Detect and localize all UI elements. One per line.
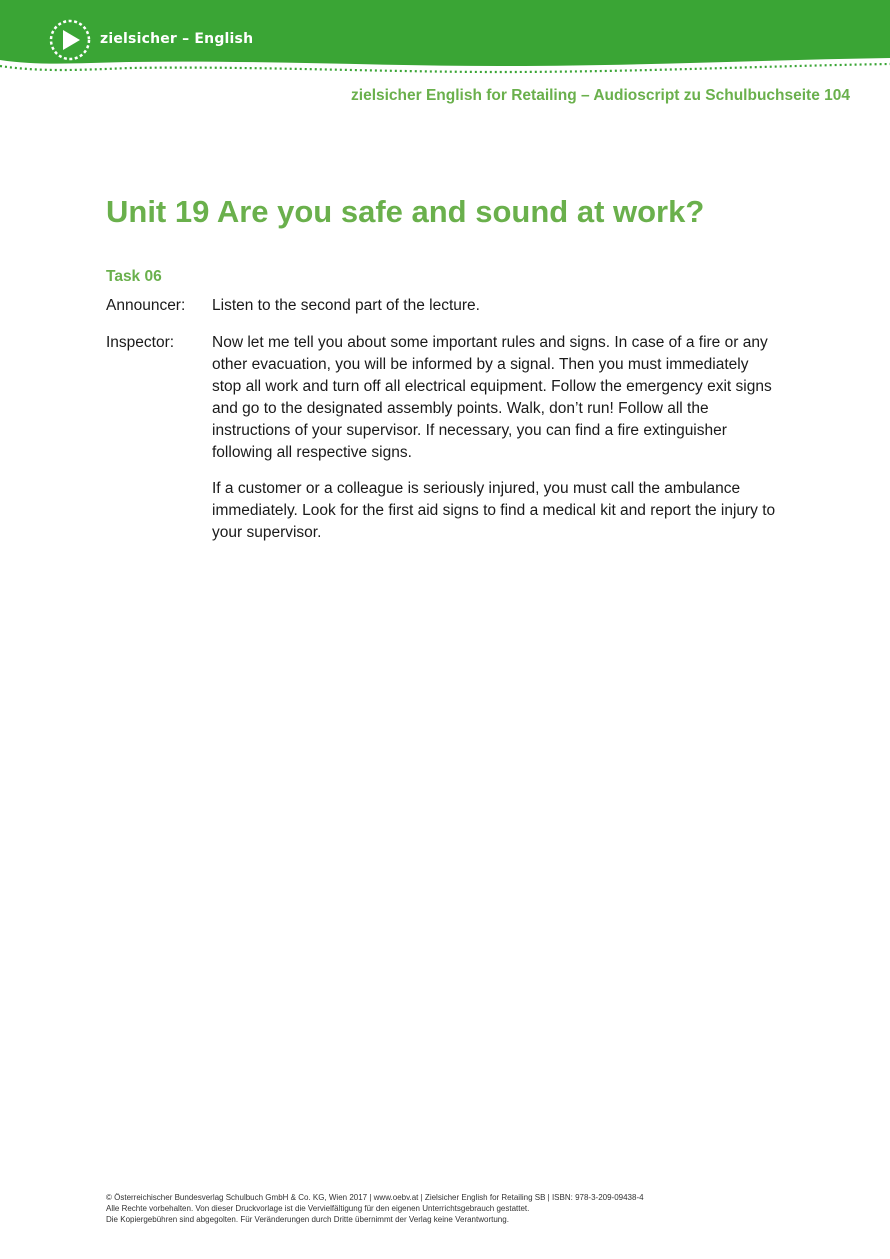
copyright-footer (106, 1192, 806, 1225)
page-title: zielsicher English for Retailing – Audioscript zu Schulbuchseite 104 (351, 87, 850, 104)
speaker-label: Announcer: (106, 297, 186, 314)
speech-paragraph: Listen to the second part of the lecture. (212, 297, 480, 314)
speech-text (212, 332, 782, 558)
speech-paragraph: If a customer or a colleague is seriously injured, you must call the ambulance immediately. Look for the first aid signs to find a medical kit and report the injury to your supervisor. (212, 480, 776, 541)
brand-name: zielsicher – English (100, 31, 254, 47)
speech-text (212, 295, 782, 331)
speaker-label: Inspector: (106, 334, 175, 351)
unit-title: Unit 19 Are you safe and sound at work? (106, 194, 705, 229)
footer-line: Alle Rechte vorbehalten. Von dieser Druckvorlage ist die Vervielfältigung für den eigenen Unterrichtsgebrauch gestattet. (106, 1204, 530, 1213)
speech-paragraph: Now let me tell you about some important rules and signs. In case of a fire or any other evacuation, you will be informed by a signal. Then you must immediately stop all work and turn off all electrical equipment. Follow the emergency exit signs and go to the designated assembly points. Walk, don’t run! Follow all the instructions of your supervisor. If necessary, you can find a fire extinguisher following all respective signs. (212, 334, 772, 461)
footer-line: © Österreichischer Bundesverlag Schulbuch GmbH & Co. KG, Wien 2017 | www.oebv.at | Zielsicher English for Retailing SB | ISBN: 978-3-209-09438-4 (106, 1193, 644, 1202)
task-label: Task 06 (106, 268, 162, 285)
footer-line: Die Kopiergebühren sind abgegolten. Für Veränderungen durch Dritte übernimmt der Verlag keine Verantwortung. (106, 1215, 509, 1224)
